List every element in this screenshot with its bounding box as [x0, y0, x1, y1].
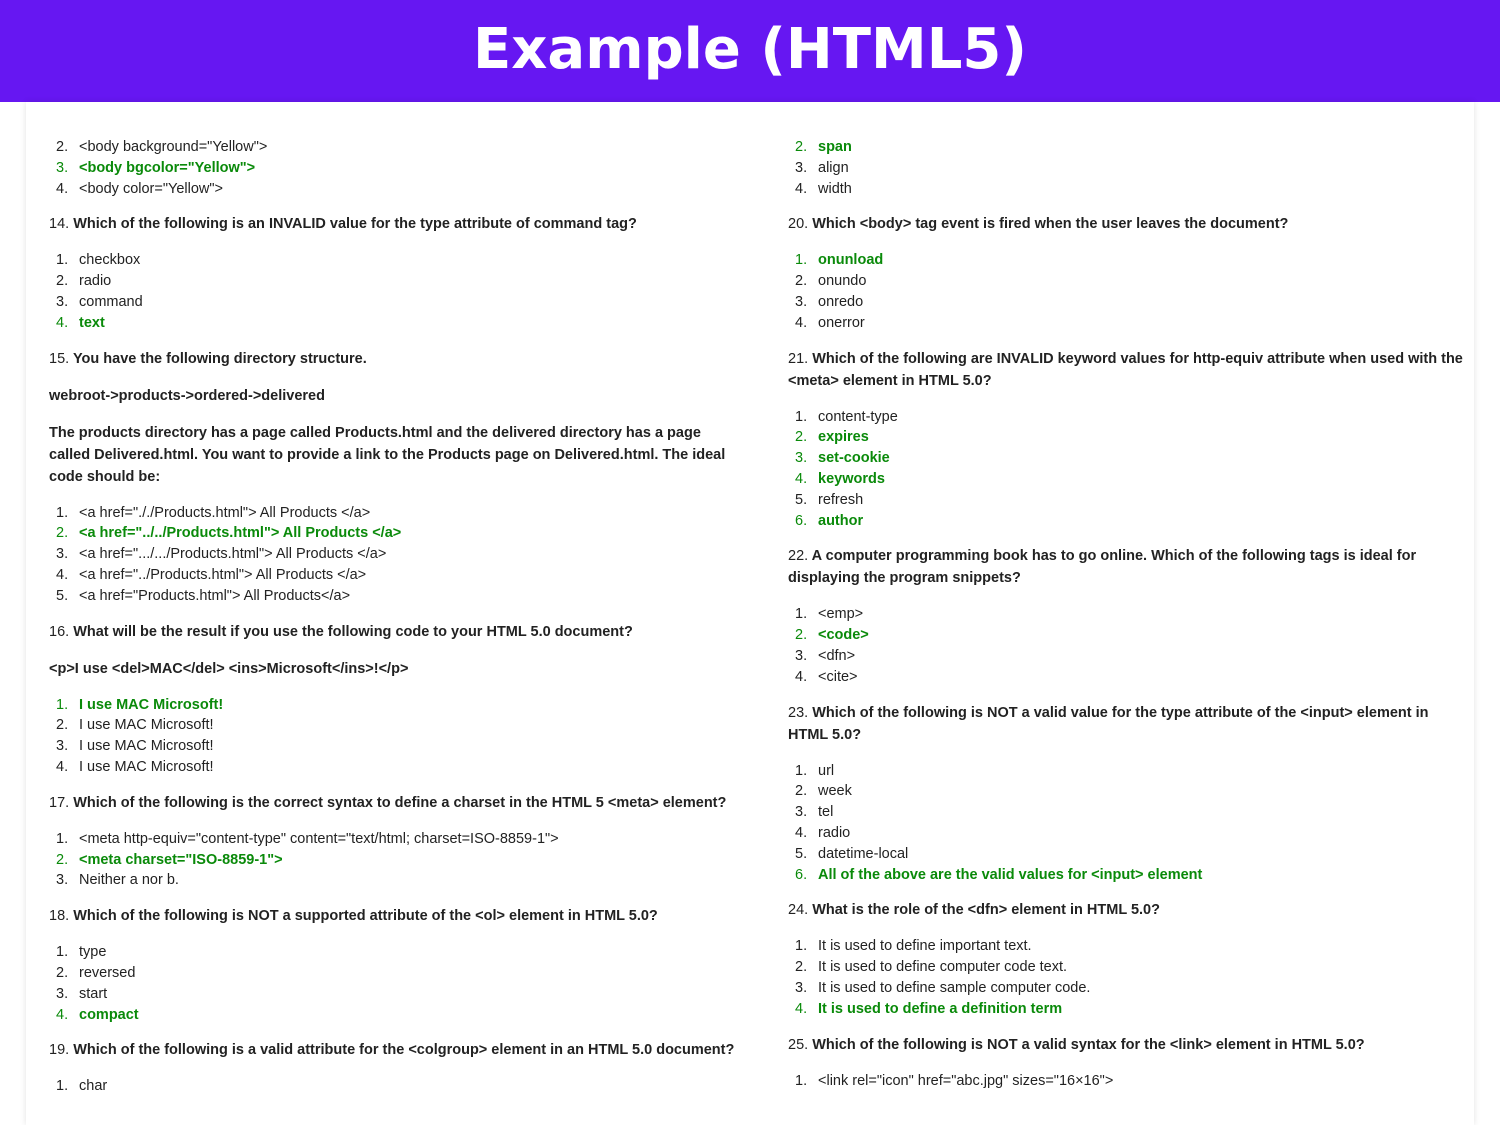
- question-number: 22.: [788, 548, 809, 565]
- option-text: refresh: [818, 491, 864, 508]
- answer-option: [788, 250, 1468, 271]
- option-text: radio: [818, 824, 851, 841]
- option-text: onerror: [818, 314, 865, 331]
- option-text: content-type: [818, 408, 898, 425]
- option-text: I use MAC Microsoft!: [79, 717, 214, 734]
- option-text: <emp>: [818, 606, 864, 623]
- answer-option: [788, 865, 1468, 886]
- question-22: [788, 545, 1468, 589]
- option-number: 2.: [56, 964, 69, 981]
- option-text: It is used to define a definition term: [818, 1000, 1063, 1017]
- option-number: 2.: [795, 273, 808, 290]
- option-text: I use MAC Microsoft!: [79, 738, 214, 755]
- option-text: <meta charset="ISO-8859-1">: [79, 851, 283, 868]
- option-number: 3.: [56, 872, 69, 889]
- answer-option: [49, 715, 749, 736]
- option-text: I use MAC Microsoft!: [79, 758, 214, 775]
- question-text: You have the following directory structure.: [72, 350, 367, 367]
- question-20: [788, 213, 1468, 235]
- answer-option: [788, 781, 1468, 802]
- option-text: tel: [818, 804, 834, 821]
- option-text: <a href="../Products.html"> All Products </a>: [79, 566, 367, 583]
- answer-option: [788, 761, 1468, 782]
- option-list: [788, 407, 1468, 532]
- option-number: 2.: [56, 717, 69, 734]
- option-number: 6.: [795, 512, 808, 529]
- option-number: 2.: [795, 139, 808, 155]
- option-number: 3.: [795, 293, 808, 310]
- answer-option: [49, 271, 749, 292]
- option-number: 5.: [56, 587, 69, 604]
- answer-option: [788, 1071, 1468, 1092]
- option-text: char: [79, 1078, 108, 1095]
- left-column: [49, 130, 749, 1097]
- answer-option: [788, 292, 1468, 313]
- answer-option: [788, 511, 1468, 532]
- option-list: [788, 936, 1468, 1019]
- option-list: [788, 604, 1468, 687]
- title-banner: [0, 0, 1500, 102]
- option-text: width: [818, 180, 852, 197]
- answer-option: [49, 544, 749, 565]
- option-text: <body bgcolor="Yellow">: [79, 159, 256, 176]
- answer-option: [49, 963, 749, 984]
- answer-option: [788, 999, 1468, 1020]
- question-23: [788, 702, 1468, 746]
- option-number: 1.: [795, 762, 808, 779]
- answer-option: [49, 757, 749, 778]
- answer-option: [49, 1005, 749, 1026]
- option-text: author: [818, 512, 864, 529]
- answer-option: [788, 604, 1468, 625]
- option-text: onunload: [818, 252, 884, 269]
- option-text: span: [818, 139, 852, 155]
- option-text: It is used to define computer code text.: [818, 959, 1068, 976]
- question-number: 18.: [49, 908, 70, 925]
- option-text: compact: [79, 1006, 139, 1023]
- answer-option: [49, 829, 749, 850]
- answer-option: [788, 646, 1468, 667]
- code-snippet: <p>I use <del>MAC</del> <ins>Microsoft</ins>!</p>: [49, 660, 409, 677]
- answer-option: [49, 250, 749, 271]
- option-text: onundo: [818, 273, 867, 290]
- option-number: 4.: [56, 180, 69, 197]
- answer-option: [788, 137, 1468, 158]
- option-number: 1.: [56, 944, 69, 961]
- option-text: datetime-local: [818, 845, 909, 862]
- answer-option: [49, 850, 749, 871]
- option-text: <a href="././Products.html"> All Products </a>: [79, 504, 371, 521]
- option-text: start: [79, 985, 108, 1002]
- answer-option: [788, 313, 1468, 334]
- option-text: type: [79, 944, 107, 961]
- answer-option: [49, 523, 749, 544]
- option-number: 2.: [56, 525, 69, 542]
- answer-option: [49, 870, 749, 891]
- option-list: [788, 761, 1468, 886]
- answer-option: [788, 823, 1468, 844]
- option-list: [788, 137, 1468, 199]
- option-number: 1.: [795, 1072, 808, 1089]
- option-number: 1.: [795, 252, 808, 269]
- option-number: 3.: [56, 159, 69, 176]
- answer-option: [788, 469, 1468, 490]
- option-number: 4.: [795, 314, 808, 331]
- option-text: onredo: [818, 293, 864, 310]
- option-number: 4.: [56, 566, 69, 583]
- option-text: <a href="../../Products.html"> All Products </a>: [79, 525, 402, 542]
- question-text: Which of the following is an INVALID value for the type attribute of command tag?: [73, 216, 637, 233]
- directory-path: webroot->products->ordered->delivered: [49, 387, 325, 404]
- answer-option: [788, 448, 1468, 469]
- option-number: 5.: [795, 845, 808, 862]
- answer-option: [49, 695, 749, 716]
- question-21: [788, 348, 1468, 392]
- option-text: url: [818, 762, 835, 779]
- option-list: [49, 503, 749, 607]
- option-number: 3.: [795, 159, 808, 176]
- option-number: 3.: [795, 979, 808, 996]
- option-text: I use MAC Microsoft!: [79, 696, 224, 713]
- option-number: 1.: [795, 408, 808, 425]
- option-number: 2.: [795, 959, 808, 976]
- option-number: 3.: [795, 647, 808, 664]
- answer-option: [788, 427, 1468, 448]
- option-number: 1.: [795, 938, 808, 955]
- question-16: [49, 621, 749, 643]
- option-list: [49, 1076, 749, 1097]
- answer-option: [49, 503, 749, 524]
- question-text: Which of the following is NOT a valid syntax for the <link> element in HTML 5.0?: [812, 1036, 1365, 1053]
- option-text: keywords: [818, 470, 885, 487]
- answer-option: [788, 844, 1468, 865]
- option-number: 5.: [795, 491, 808, 508]
- answer-option: [49, 158, 749, 179]
- option-text: week: [818, 783, 852, 800]
- answer-option: [49, 292, 749, 313]
- option-number: 2.: [56, 273, 69, 290]
- option-text: <meta http-equiv="content-type" content="text/html; charset=ISO-8859-1">: [79, 830, 559, 847]
- question-number: 20.: [788, 216, 809, 233]
- answer-option: [788, 179, 1468, 200]
- option-list: [49, 942, 749, 1025]
- option-number: 6.: [795, 866, 808, 883]
- answer-option: [49, 313, 749, 334]
- question-24: [788, 899, 1468, 921]
- question-text: Which of the following is the correct syntax to define a charset in the HTML 5 <meta> element?: [73, 794, 727, 811]
- question-number: 24.: [788, 902, 809, 919]
- question-number: 17.: [49, 794, 70, 811]
- option-number: 1.: [56, 830, 69, 847]
- option-text: expires: [818, 429, 869, 446]
- option-number: 4.: [795, 824, 808, 841]
- question-description: The products directory has a page called Products.html and the delivered directory has a page called Delivered.html. You want to provide a link to the Products page on Delivered.html. The ideal code should be:: [49, 424, 726, 485]
- option-number: 2.: [795, 429, 808, 446]
- option-number: 2.: [795, 627, 808, 644]
- answer-option: [49, 736, 749, 757]
- option-list: [788, 250, 1468, 333]
- question-17: [49, 792, 749, 814]
- option-text: checkbox: [79, 252, 141, 269]
- answer-option: [788, 625, 1468, 646]
- option-text: align: [818, 159, 849, 176]
- option-text: All of the above are the valid values for <input> element: [818, 866, 1203, 883]
- option-list: [49, 137, 749, 199]
- option-text: reversed: [79, 964, 136, 981]
- option-number: 1.: [56, 252, 69, 269]
- option-text: <code>: [818, 627, 869, 644]
- option-text: <cite>: [818, 668, 858, 685]
- option-text: text: [79, 314, 105, 331]
- option-number: 4.: [56, 314, 69, 331]
- option-list: [49, 695, 749, 778]
- option-number: 4.: [795, 1000, 808, 1017]
- option-text: <body background="Yellow">: [79, 139, 268, 155]
- answer-option: [49, 586, 749, 607]
- option-number: 3.: [56, 985, 69, 1002]
- right-column: [788, 130, 1468, 1091]
- question-18: [49, 905, 749, 927]
- option-text: command: [79, 293, 143, 310]
- option-text: radio: [79, 273, 112, 290]
- option-list: [49, 829, 749, 891]
- question-number: 23.: [788, 704, 809, 721]
- answer-option: [788, 271, 1468, 292]
- option-number: 4.: [795, 470, 808, 487]
- option-number: 1.: [795, 606, 808, 623]
- option-number: 1.: [56, 696, 69, 713]
- answer-option: [788, 407, 1468, 428]
- page-title: Example (HTML5): [473, 16, 1027, 82]
- option-text: Neither a nor b.: [79, 872, 179, 889]
- option-text: <dfn>: [818, 647, 856, 664]
- question-text: Which of the following is a valid attribute for the <colgroup> element in an HTML 5.0 document?: [73, 1042, 735, 1059]
- answer-option: [788, 936, 1468, 957]
- question-number: 14.: [49, 216, 70, 233]
- answer-option: [49, 1076, 749, 1097]
- option-text: <link rel="icon" href="abc.jpg" sizes="16×16">: [818, 1072, 1114, 1089]
- option-text: <a href="Products.html"> All Products</a>: [79, 587, 351, 604]
- question-text: Which of the following is NOT a valid value for the type attribute of the <input> element in HTML 5.0?: [788, 704, 1429, 743]
- option-number: 3.: [56, 738, 69, 755]
- option-number: 1.: [56, 504, 69, 521]
- question-text: A computer programming book has to go online. Which of the following tags is ideal for displaying the program snippets?: [788, 548, 1417, 587]
- option-number: 2.: [56, 851, 69, 868]
- answer-option: [49, 137, 749, 158]
- option-text: <body color="Yellow">: [79, 180, 223, 197]
- answer-option: [788, 158, 1468, 179]
- option-list: [788, 1071, 1468, 1092]
- answer-option: [49, 984, 749, 1005]
- option-number: 1.: [56, 1078, 69, 1095]
- answer-option: [49, 942, 749, 963]
- option-list: [49, 250, 749, 333]
- option-text: It is used to define sample computer code.: [818, 979, 1091, 996]
- question-text: Which <body> tag event is fired when the user leaves the document?: [812, 216, 1289, 233]
- answer-option: [788, 667, 1468, 688]
- option-text: It is used to define important text.: [818, 938, 1032, 955]
- option-number: 3.: [795, 450, 808, 467]
- option-number: 3.: [56, 293, 69, 310]
- question-25: [788, 1034, 1468, 1056]
- answer-option: [788, 978, 1468, 999]
- question-14: [49, 213, 749, 235]
- question-number: 21.: [788, 350, 809, 367]
- question-text: What is the role of the <dfn> element in HTML 5.0?: [812, 902, 1160, 919]
- question-19: [49, 1039, 749, 1061]
- question-number: 19.: [49, 1042, 70, 1059]
- question-text: Which of the following are INVALID keyword values for http-equiv attribute when used with the <meta> element in HTML 5.0?: [788, 350, 1463, 389]
- answer-option: [49, 179, 749, 200]
- option-text: set-cookie: [818, 450, 890, 467]
- option-number: 4.: [56, 758, 69, 775]
- answer-option: [788, 957, 1468, 978]
- option-number: 3.: [56, 546, 69, 563]
- option-number: 2.: [56, 139, 69, 155]
- question-text: Which of the following is NOT a supported attribute of the <ol> element in HTML 5.0?: [73, 908, 658, 925]
- answer-option: [788, 802, 1468, 823]
- option-number: 3.: [795, 804, 808, 821]
- option-number: 4.: [795, 668, 808, 685]
- answer-option: [788, 490, 1468, 511]
- option-number: 4.: [56, 1006, 69, 1023]
- question-15: [49, 348, 749, 370]
- question-number: 16.: [49, 623, 70, 640]
- question-number: 15.: [49, 350, 70, 367]
- option-number: 2.: [795, 783, 808, 800]
- question-number: 25.: [788, 1036, 809, 1053]
- question-text: What will be the result if you use the following code to your HTML 5.0 document?: [73, 623, 633, 640]
- option-text: <a href=".../.../Products.html"> All Products </a>: [79, 546, 387, 563]
- answer-option: [49, 565, 749, 586]
- option-number: 4.: [795, 180, 808, 197]
